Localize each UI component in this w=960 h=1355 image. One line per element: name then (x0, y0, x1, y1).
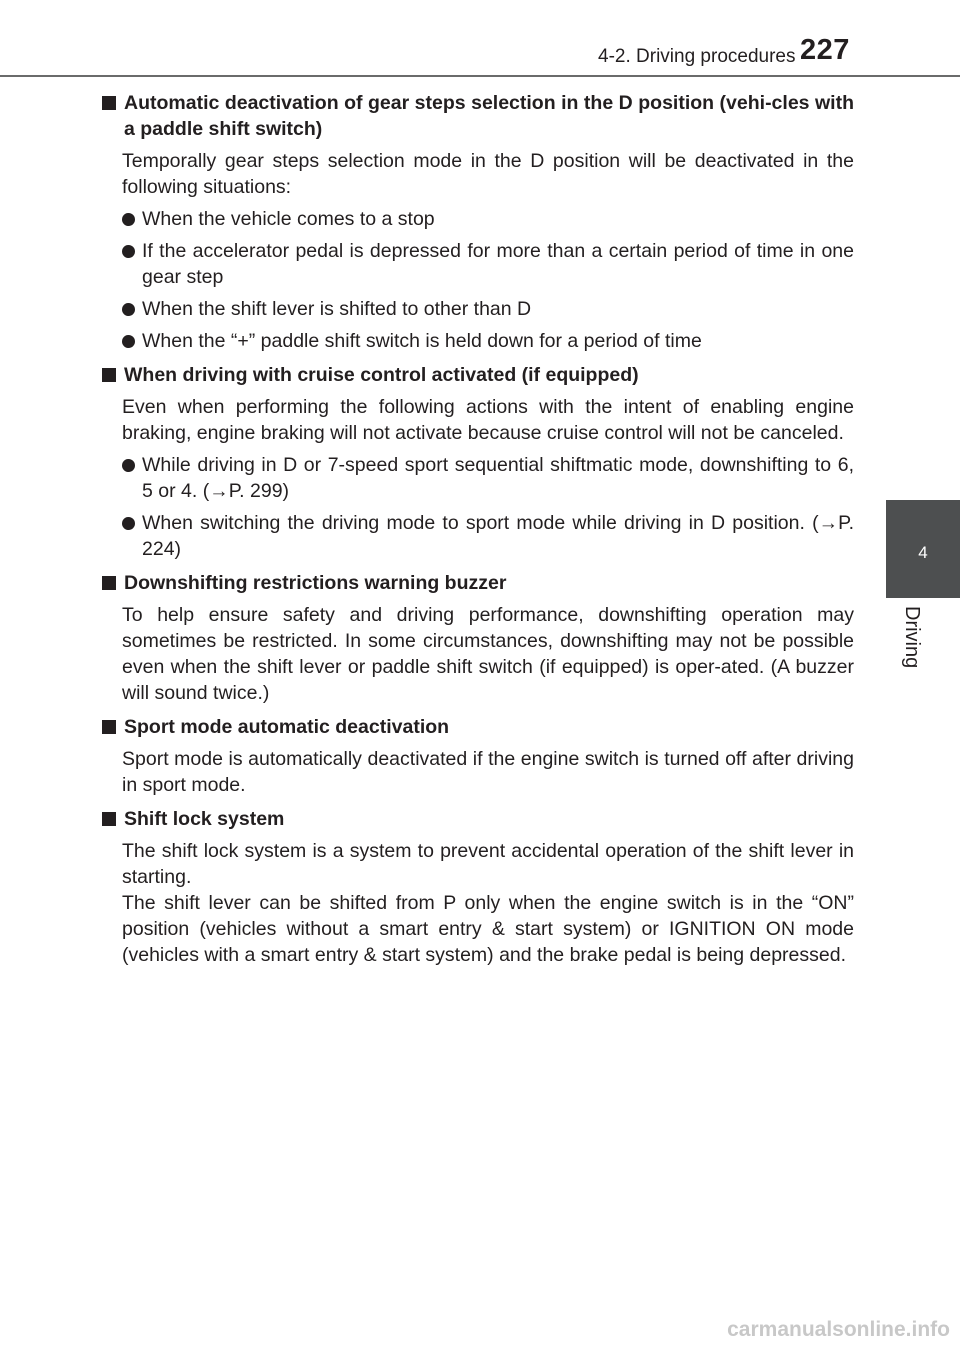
header-divider (0, 75, 960, 77)
list-item-text: When switching the driving mode to sport mode while driving in D position. (→P. 224) (142, 512, 854, 560)
list-item (102, 328, 854, 354)
section-sport-mode (102, 714, 854, 798)
watermark: carmanualsonline.info (727, 1318, 950, 1341)
chapter-tab (886, 500, 960, 598)
square-bullet-icon (102, 96, 116, 110)
list-item-text: If the accelerator pedal is depressed for more than a certain period of time in one gear step (142, 240, 854, 288)
section-paragraph: The shift lever can be shifted from P only when the engine switch is in the “ON” position (vehicles without a smart entry & start system) or IGNITION ON mode (vehicles with a smart entry & start system) and the brake pedal is being depressed. (122, 892, 854, 966)
section-title: 4-2. Driving procedures (598, 46, 796, 67)
circle-bullet-icon (122, 335, 135, 348)
square-bullet-icon (102, 812, 116, 826)
list-item (102, 452, 854, 504)
page-content (102, 90, 854, 976)
section-paragraph: The shift lock system is a system to prevent accidental operation of the shift lever in starting. (122, 840, 854, 888)
list-item-text: When the shift lever is shifted to other than D (142, 298, 532, 320)
square-bullet-icon (102, 576, 116, 590)
list-item (102, 238, 854, 290)
section-cruise-control (102, 362, 854, 562)
circle-bullet-icon (122, 517, 135, 530)
circle-bullet-icon (122, 459, 135, 472)
section-heading (102, 362, 854, 388)
heading-text: Downshifting restrictions warning buzzer (124, 572, 507, 594)
page-number: 227 (800, 34, 850, 66)
section-downshift-buzzer (102, 570, 854, 706)
section-paragraph: Sport mode is automatically deactivated if the engine switch is turned off after driving in sport mode. (122, 748, 854, 796)
page-header (0, 0, 960, 80)
circle-bullet-icon (122, 245, 135, 258)
section-paragraph: To help ensure safety and driving performance, downshifting operation may sometimes be restricted. In some circumstances, downshifting may not be possible even when the shift lever or paddle shift switch (if equipped) is oper-ated. (A buzzer will sound twice.) (122, 604, 854, 704)
section-shift-lock (102, 806, 854, 968)
list-item-text: When the vehicle comes to a stop (142, 208, 435, 230)
circle-bullet-icon (122, 303, 135, 316)
chapter-label: Driving (901, 606, 923, 669)
section-heading (102, 90, 854, 142)
heading-text: Shift lock system (124, 808, 285, 830)
section-heading (102, 806, 854, 832)
square-bullet-icon (102, 720, 116, 734)
circle-bullet-icon (122, 213, 135, 226)
section-heading (102, 714, 854, 740)
heading-text: Sport mode automatic deactivation (124, 716, 450, 738)
section-paragraph: Temporally gear steps selection mode in the D position will be deactivated in the following situations: (122, 150, 854, 198)
list-item-text: While driving in D or 7-speed sport sequential shiftmatic mode, downshifting to 6, 5 or 4. (→P. 299) (142, 454, 854, 502)
heading-text: Automatic deactivation of gear steps selection in the D position (vehi-cles with a paddle shift switch) (124, 92, 854, 140)
section-heading (102, 570, 854, 596)
square-bullet-icon (102, 368, 116, 382)
chapter-label-band (886, 598, 960, 1355)
list-item (102, 510, 854, 562)
list-item-text: When the “+” paddle shift switch is held down for a period of time (142, 330, 702, 352)
section-auto-deactivation (102, 90, 854, 354)
chapter-number: 4 (918, 543, 928, 562)
list-item (102, 296, 854, 322)
heading-text: When driving with cruise control activated (if equipped) (124, 364, 639, 386)
list-item (102, 206, 854, 232)
section-paragraph: Even when performing the following actions with the intent of enabling engine braking, engine braking will not activate because cruise control will not be canceled. (122, 396, 854, 444)
